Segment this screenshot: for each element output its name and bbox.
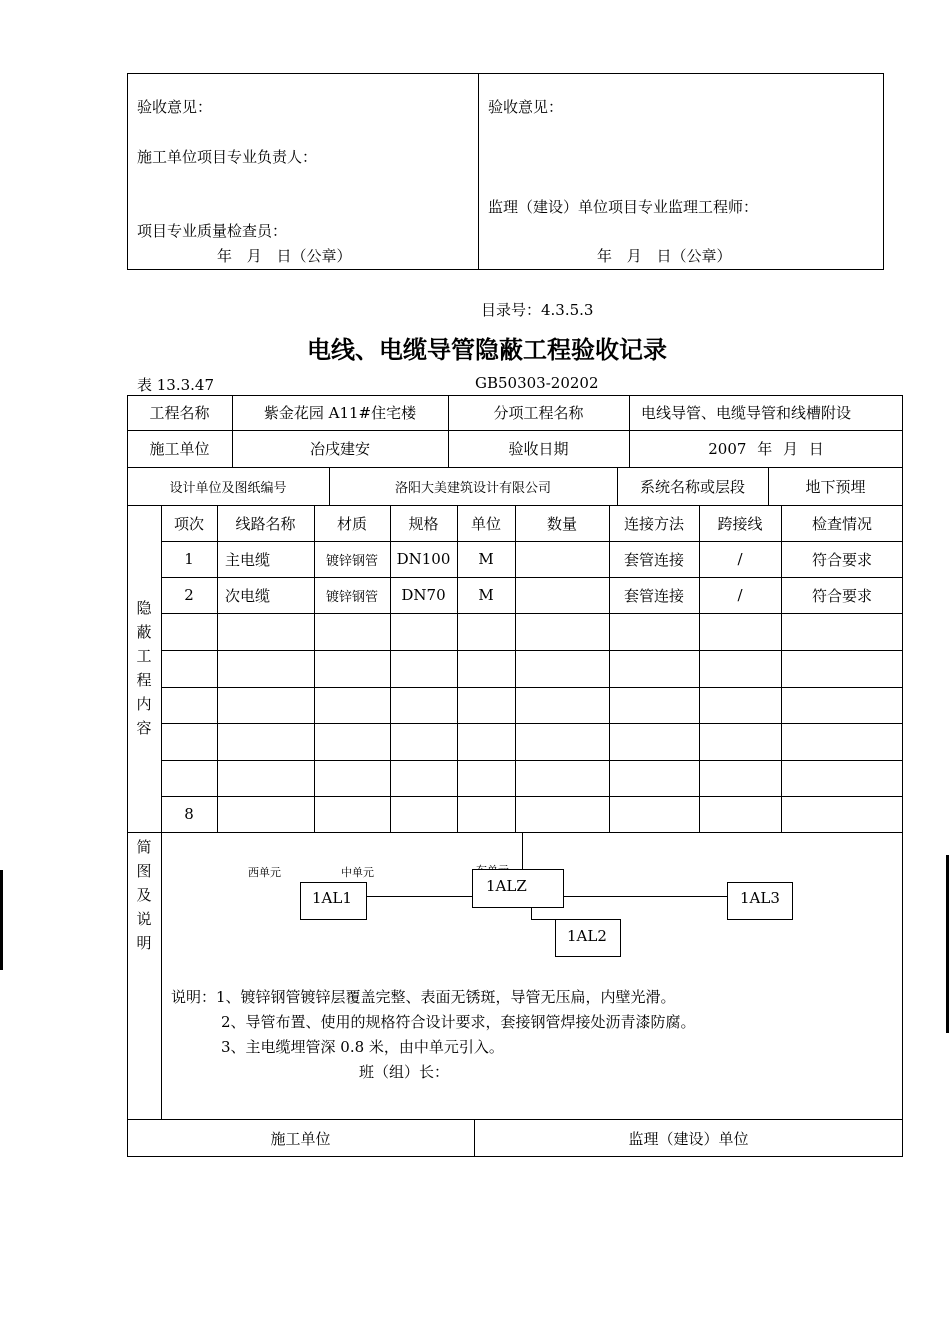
header-spec: 规格 (408, 514, 439, 533)
supervisor-label: 监理（建设）单位项目专业监理工程师： (488, 198, 759, 216)
row1-no: 1 (184, 550, 194, 568)
row1-unit: M (478, 550, 494, 568)
cable-alz-al2-vertical (531, 907, 532, 919)
header-connection: 连接方法 (623, 514, 684, 533)
project-name-value: 紫金花园 A11#住宅楼 (263, 404, 417, 422)
incoming-cable-line (522, 832, 523, 870)
row1-spec: DN100 (396, 550, 451, 568)
design-unit-value: 洛阳大美建筑设计有限公司 (394, 480, 551, 496)
acceptance-date-value: 2007 年 月 日 (708, 440, 824, 458)
row1-jumper: / (737, 550, 743, 568)
panel-1al1-label: 1AL1 (312, 889, 352, 907)
contractor-lead-label: 施工单位项目专业负责人： (137, 148, 318, 166)
header-material: 材质 (336, 514, 367, 533)
row2-connection: 套管连接 (623, 586, 684, 605)
design-unit-label: 设计单位及图纸编号 (169, 480, 287, 496)
left-opinion-label: 验收意见： (137, 98, 213, 116)
right-date-seal: 年 月 日（公章） (597, 247, 732, 265)
project-name-label: 工程名称 (149, 404, 210, 422)
right-edge-mark (946, 855, 949, 1033)
row1-connection: 套管连接 (623, 550, 684, 569)
header-jumper: 跨接线 (717, 514, 763, 533)
note-3: 3、主电缆埋管深 0.8 米，由中单元引入。 (221, 1038, 504, 1056)
cable-alz-al3 (563, 896, 728, 897)
diagram-side-label: 简 图 及 说 明 (136, 838, 152, 952)
quality-inspector-label: 项目专业质量检查员： (137, 222, 288, 240)
row2-unit: M (478, 586, 494, 604)
note-2: 2、导管布置、使用的规格符合设计要求，套接钢管焊接处沥青漆防腐。 (221, 1013, 696, 1031)
page-title: 电线、电缆导管隐蔽工程验收记录 (307, 335, 667, 364)
cable-alz-al2-horizontal (531, 919, 556, 920)
contractor-label: 施工单位 (149, 440, 210, 458)
contractor-value: 冶戌建安 (309, 440, 370, 458)
row1-material: 镀锌钢管 (325, 553, 378, 569)
left-edge-mark (0, 870, 3, 970)
header-check: 检查情况 (811, 514, 872, 533)
bottom-contractor: 施工单位 (270, 1129, 331, 1148)
hidden-work-side-label: 隐 蔽 工 程 内 容 (136, 599, 152, 737)
panel-1al2-label: 1AL2 (567, 927, 607, 945)
subproject-value: 电线导管、电缆导管和线槽附设 (641, 404, 852, 422)
row2-material: 镀锌钢管 (325, 589, 378, 605)
header-qty: 数量 (546, 514, 577, 533)
row2-check: 符合要求 (811, 586, 872, 605)
row1-qty (515, 541, 609, 577)
row2-spec: DN70 (401, 586, 446, 604)
row2-qty (515, 577, 609, 613)
bottom-supervisor: 监理（建设）单位 (628, 1129, 749, 1148)
system-label: 系统名称或层段 (639, 477, 745, 496)
middle-unit-label: 中单元 (341, 866, 374, 879)
header-line-name: 线路名称 (235, 514, 296, 533)
cable-al1-alz (366, 896, 473, 897)
row2-name: 次电缆 (225, 586, 271, 605)
standard-code: GB50303-20202 (475, 374, 599, 392)
row8-no: 8 (184, 805, 194, 823)
row1-check: 符合要求 (811, 550, 872, 569)
table-number: 表 13.3.47 (137, 376, 215, 394)
header-no: 项次 (173, 514, 204, 533)
header-unit: 单位 (470, 514, 501, 533)
system-value: 地下预埋 (805, 477, 866, 496)
right-opinion-label: 验收意见： (488, 98, 564, 116)
subproject-label: 分项工程名称 (493, 404, 584, 422)
note-1: 说明：1、镀锌钢管镀锌层覆盖完整、表面无锈斑，导管无压扁，内壁光滑。 (171, 988, 676, 1006)
top-divider (478, 73, 479, 270)
team-leader-label: 班（组）长： (359, 1063, 450, 1081)
acceptance-date-label: 验收日期 (508, 440, 569, 458)
panel-1alz-label: 1ALZ (486, 877, 527, 895)
catalog-number: 目录号：4.3.5.3 (481, 301, 594, 319)
west-unit-label: 西单元 (248, 866, 281, 879)
row2-jumper: / (737, 586, 743, 604)
row1-name: 主电缆 (225, 550, 271, 569)
panel-1al3-label: 1AL3 (740, 889, 780, 907)
row2-no: 2 (184, 586, 194, 604)
left-date-seal: 年 月 日（公章） (217, 247, 352, 265)
